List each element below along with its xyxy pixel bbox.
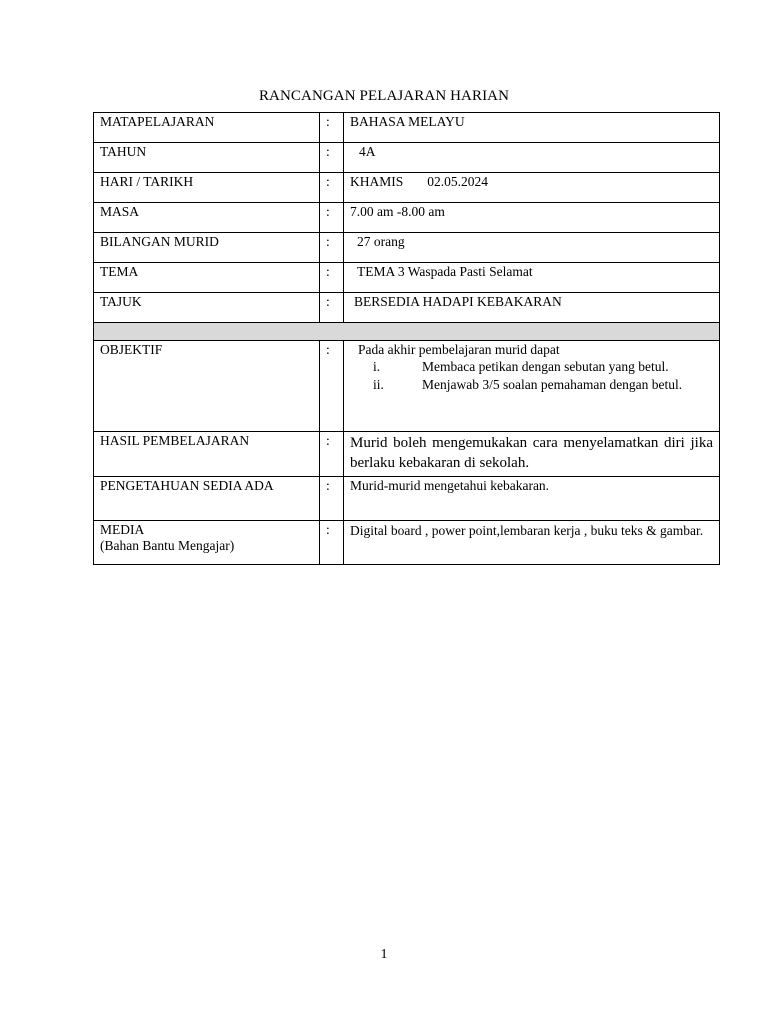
page-number: 1 <box>380 947 388 962</box>
colon-separator: : <box>320 341 344 432</box>
objektif-item-text: Membaca petikan dengan sebutan yang betul. <box>422 359 669 374</box>
label-pengetahuan-sedia-ada: PENGETAHUAN SEDIA ADA <box>94 477 320 521</box>
label-tahun: TAHUN <box>94 143 320 173</box>
row-hasil-pembelajaran <box>94 432 720 477</box>
value-tema-cell <box>344 263 720 293</box>
value-objektif-cell <box>344 341 720 432</box>
value-bilangan-murid: 27 orang <box>357 234 405 249</box>
value-tahun: 4A <box>359 144 376 159</box>
label-matapelajaran: MATAPELAJARAN <box>94 113 320 143</box>
row-pengetahuan-sedia-ada <box>94 477 720 521</box>
value-matapelajaran: BAHASA MELAYU <box>344 113 720 143</box>
lesson-plan-table <box>93 112 720 565</box>
value-masa: 7.00 am -8.00 am <box>344 203 720 233</box>
colon-separator: : <box>320 521 344 565</box>
row-media <box>94 521 720 565</box>
value-tarikh: 02.05.2024 <box>427 174 489 189</box>
row-tema <box>94 263 720 293</box>
label-masa: MASA <box>94 203 320 233</box>
row-tahun <box>94 143 720 173</box>
row-bilangan-murid <box>94 233 720 263</box>
objektif-list <box>350 358 713 394</box>
row-masa <box>94 203 720 233</box>
label-bilangan-murid: BILANGAN MURID <box>94 233 320 263</box>
colon-separator: : <box>320 143 344 173</box>
value-bilangan-murid-cell <box>344 233 720 263</box>
label-media: MEDIA <box>100 522 145 537</box>
label-hari-tarikh: HARI / TARIKH <box>94 173 320 203</box>
colon-separator: : <box>320 263 344 293</box>
colon-separator: : <box>320 233 344 263</box>
value-media-cell <box>344 521 720 565</box>
value-tajuk: BERSEDIA HADAPI KEBAKARAN <box>354 294 562 309</box>
label-media-sub: (Bahan Bantu Mengajar) <box>100 538 235 553</box>
list-item <box>350 376 713 394</box>
shaded-divider <box>94 323 720 341</box>
row-tajuk <box>94 293 720 323</box>
colon-separator: : <box>320 293 344 323</box>
separator-row <box>94 323 720 341</box>
colon-separator: : <box>320 477 344 521</box>
label-objektif: OBJEKTIF <box>94 341 320 432</box>
value-tahun-cell <box>344 143 720 173</box>
value-hari: KHAMIS <box>350 174 404 189</box>
label-media-cell <box>94 521 320 565</box>
value-pengetahuan-sedia-ada: Murid-murid mengetahui kebakaran. <box>344 477 720 521</box>
colon-separator: : <box>320 432 344 477</box>
label-tema: TEMA <box>94 263 320 293</box>
row-matapelajaran <box>94 113 720 143</box>
objektif-intro: Pada akhir pembelajaran murid dapat <box>358 342 560 357</box>
value-hari-tarikh-cell <box>344 173 720 203</box>
document-title: RANCANGAN PELAJARAN HARIAN <box>258 88 510 104</box>
value-tema: TEMA 3 Waspada Pasti Selamat <box>357 264 533 279</box>
colon-separator: : <box>320 173 344 203</box>
value-hasil-pembelajaran-cell <box>344 432 720 477</box>
list-item <box>350 358 713 376</box>
objektif-item-number: i. <box>373 359 381 374</box>
value-media: Digital board , power point,lembaran kerja , buku teks & gambar. <box>350 523 704 538</box>
value-tajuk-cell <box>344 293 720 323</box>
row-objektif <box>94 341 720 432</box>
objektif-item-text: Menjawab 3/5 soalan pemahaman dengan betul. <box>422 377 683 392</box>
colon-separator: : <box>320 113 344 143</box>
value-hasil-pembelajaran: Murid boleh mengemukakan cara menyelamatkan diri jika berlaku kebakaran di sekolah. <box>350 435 713 471</box>
colon-separator: : <box>320 203 344 233</box>
row-hari-tarikh <box>94 173 720 203</box>
objektif-item-number: ii. <box>373 377 384 392</box>
label-hasil-pembelajaran: HASIL PEMBELAJARAN <box>94 432 320 477</box>
label-tajuk: TAJUK <box>94 293 320 323</box>
